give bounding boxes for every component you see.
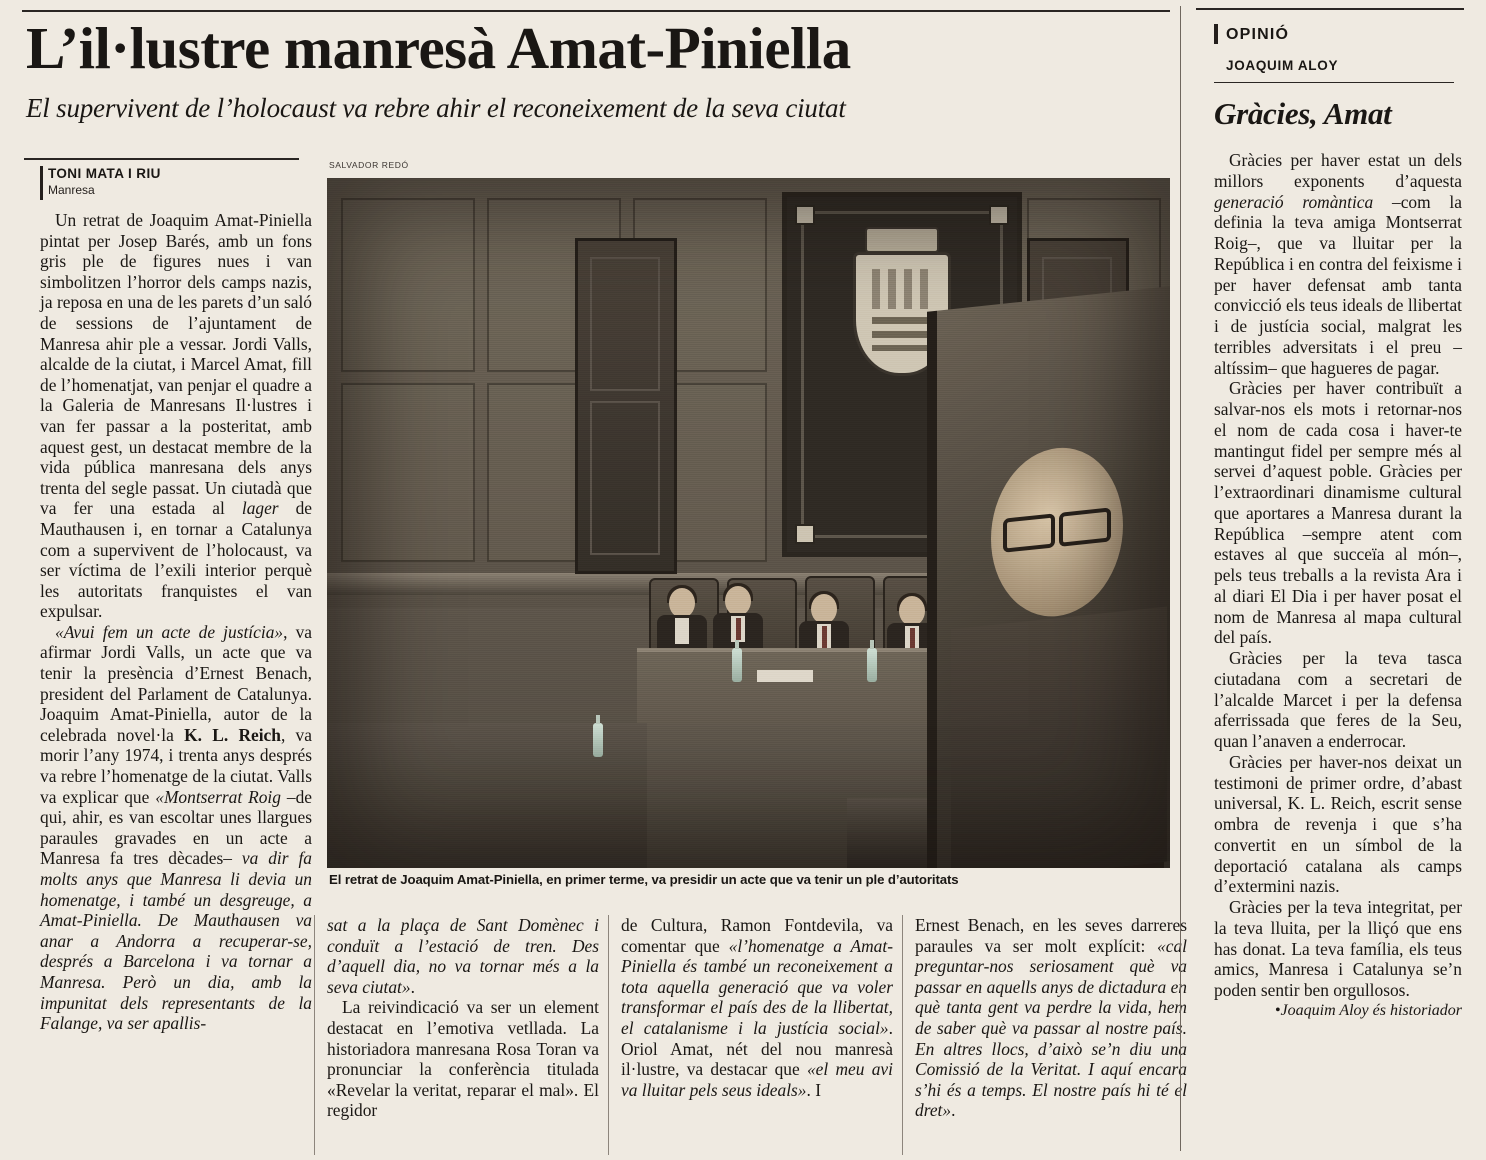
column-divider [1180,6,1181,1151]
opinion-author: JOAQUIM ALOY [1226,58,1339,73]
opinion-body [1214,150,1462,1022]
paragraph: Gràcies per haver-nos deixat un testimoni de primer ordre, d’abast universal, K. L. Reich, escrit sense ombra de revenja i que s’ha convertit en un símbol de la deportació catalana als camps d’extermini nazis. [1214,751,1462,897]
opinion-title: Gràcies, Amat [1214,96,1392,131]
article-column-4 [915,915,1187,1121]
byline [48,166,298,197]
top-rule [22,10,1170,12]
byline-bar [40,166,43,200]
paragraph: Un retrat de Joaquim Amat-Piniella pintat per Josep Barés, amb un fons gris ple de figures nues i van simbolitzen l’horror dels camps nazis, ja reposa en una de les parets d’un saló de sessions de l’ajuntament de Manresa ahir ple a vessar. Jordi Valls, alcalde de la ciutat, i Marcel Amat, fill de l’homenatjat, van penjar el quadre a la Galeria de Manresans Il·lustres i van fer passar a la posteritat, amb aquest gest, un destacat membre de la vida pública manresana dels anys trenta del segle passat. Un ciutadà que va fer una estada al lager de Mauthausen i, en tornar a Catalunya com a supervivent de l’holocaust, va ser víctima de l’exili interior perquè les autoritats franquistes el van expulsar. [40,210,312,622]
paragraph: sat a la plaça de Sant Domènec i conduït a l’estació de tren. Des d’aquell dia, no va tornar més a la seva ciutat». [327,915,599,997]
opinion-signature: •Joaquim Aloy és historiador [1274,1001,1462,1019]
article-column-1 [40,210,312,1034]
paragraph: Ernest Benach, en les seves darreres paraules va ser molt explícit: «cal preguntar-nos seriosament què va passar en aquells anys de dictadura en què tanta gent va perdre la vida, hem de saber què va passar al nostre país. En altres llocs, d’això se’n diu una Comissió de la Veritat. I aquí encara s’hi és a temps. El nostre país hi té el dret». [915,915,1187,1121]
opinion-rule [1214,82,1454,83]
main-article [22,10,1187,1150]
photo-image [327,178,1170,868]
opinion-top-rule [1196,8,1464,10]
photo-caption: El retrat de Joaquim Amat-Piniella, en primer terme, va presidir un acte que va tenir un ple d’autoritats [329,872,959,887]
article-column-3 [621,915,893,1100]
paragraph: Gràcies per haver estat un dels millors exponents d’aquesta generació romàntica –com la definia la teva amiga Montserrat Roig–, que va lluitar per la República i en contra del feixisme i per haver defensat amb tanta convicció els teus ideals de llibertat i de justícia social, malgrat les terribles adversitats i el preu –altíssim– que hagueres de pagar. [1214,150,1462,378]
paragraph: «Avui fem un acte de justícia», va afirmar Jordi Valls, un acte que va tenir la presència d’Ernest Benach, president del Parlament de Catalunya. Joaquim Amat-Piniella, autor de la celebrada novel·la K. L. Reich, va morir l’any 1974, i trenta anys després va rebre l’homenatge de la ciutat. Valls va explicar que «Montserrat Roig –de qui, ahir, es van escoltar unes llargues paraules gravades en un acte a Manresa fa tres dècades– va dir fa molts anys que Manresa li devia un homenatge, i també un desgreuge, a Amat-Piniella. De Mauthausen va anar a Andorra a recuperar-se, després a Barcelona i va tornar a Manresa. Però un dia, amb la impunitat dels representants de la Falange, va ser apallis- [40,621,312,1034]
paragraph: Gràcies per haver contribuït a salvar-nos els mots i retornar-nos el nom de cada cosa i haver-te mantingut fidel per sempre més al servei d’aquest poble. Gràcies per l’extraordinari dinamisme cultural que aportares a Manresa durant la República –sempre atent com estaves al que succeïa al món–, pels teus treballs a la revista Ara i al diari El Dia i per haver posat el nom de Manresa al mapa cultural del país. [1214,378,1462,648]
opinion-column [1196,0,1464,1157]
opinion-kicker: OPINIÓ [1226,26,1290,43]
paragraph: Gràcies per la teva tasca ciutadana com a secretari de l’alcalde Marcet i per la defensa aferrissada que feres de la Seu, quan l’anaven a enderrocar. [1214,648,1462,751]
photo-figure [327,170,1170,868]
byline-rule [24,158,299,160]
opinion-kicker-bar [1214,24,1218,44]
article-bottom-columns [40,915,1187,1160]
page-title: L’il·lustre manresà Amat-Piniella [26,15,851,81]
paragraph: Gràcies per la teva integritat, per la teva lluita, per la lliçó que ens has donat. La teva família, els teus amics, Manresa i Catalunya se’n poden sentir ben orgullosos. [1214,897,1462,1000]
byline-author: TONI MATA I RIU [48,166,161,181]
paragraph: La reivindicació va ser un element destacat en l’emotiva vetllada. La historiadora manresana Rosa Toran va pronunciar la conferència titulada «Revelar la veritat, reparar el mal». El regidor [327,997,599,1121]
paragraph: de Cultura, Ramon Fontdevila, va comentar que «l’homenatge a Amat-Piniella és també un reconeixement a tota aquella generació que va voler transformar el país des de la llibertat, el catalanisme i la justícia social». Oriol Amat, nét del nou manresà il·lustre, va destacar que «el meu avi va lluitar pels seus ideals». I [621,915,893,1100]
photo-credit: SALVADOR REDÓ [329,160,409,170]
article-subhead: El supervivent de l’holocaust va rebre ahir el reconeixement de la seva ciutat [26,93,846,123]
byline-location: Manresa [48,183,95,197]
article-column-2 [327,915,599,1121]
